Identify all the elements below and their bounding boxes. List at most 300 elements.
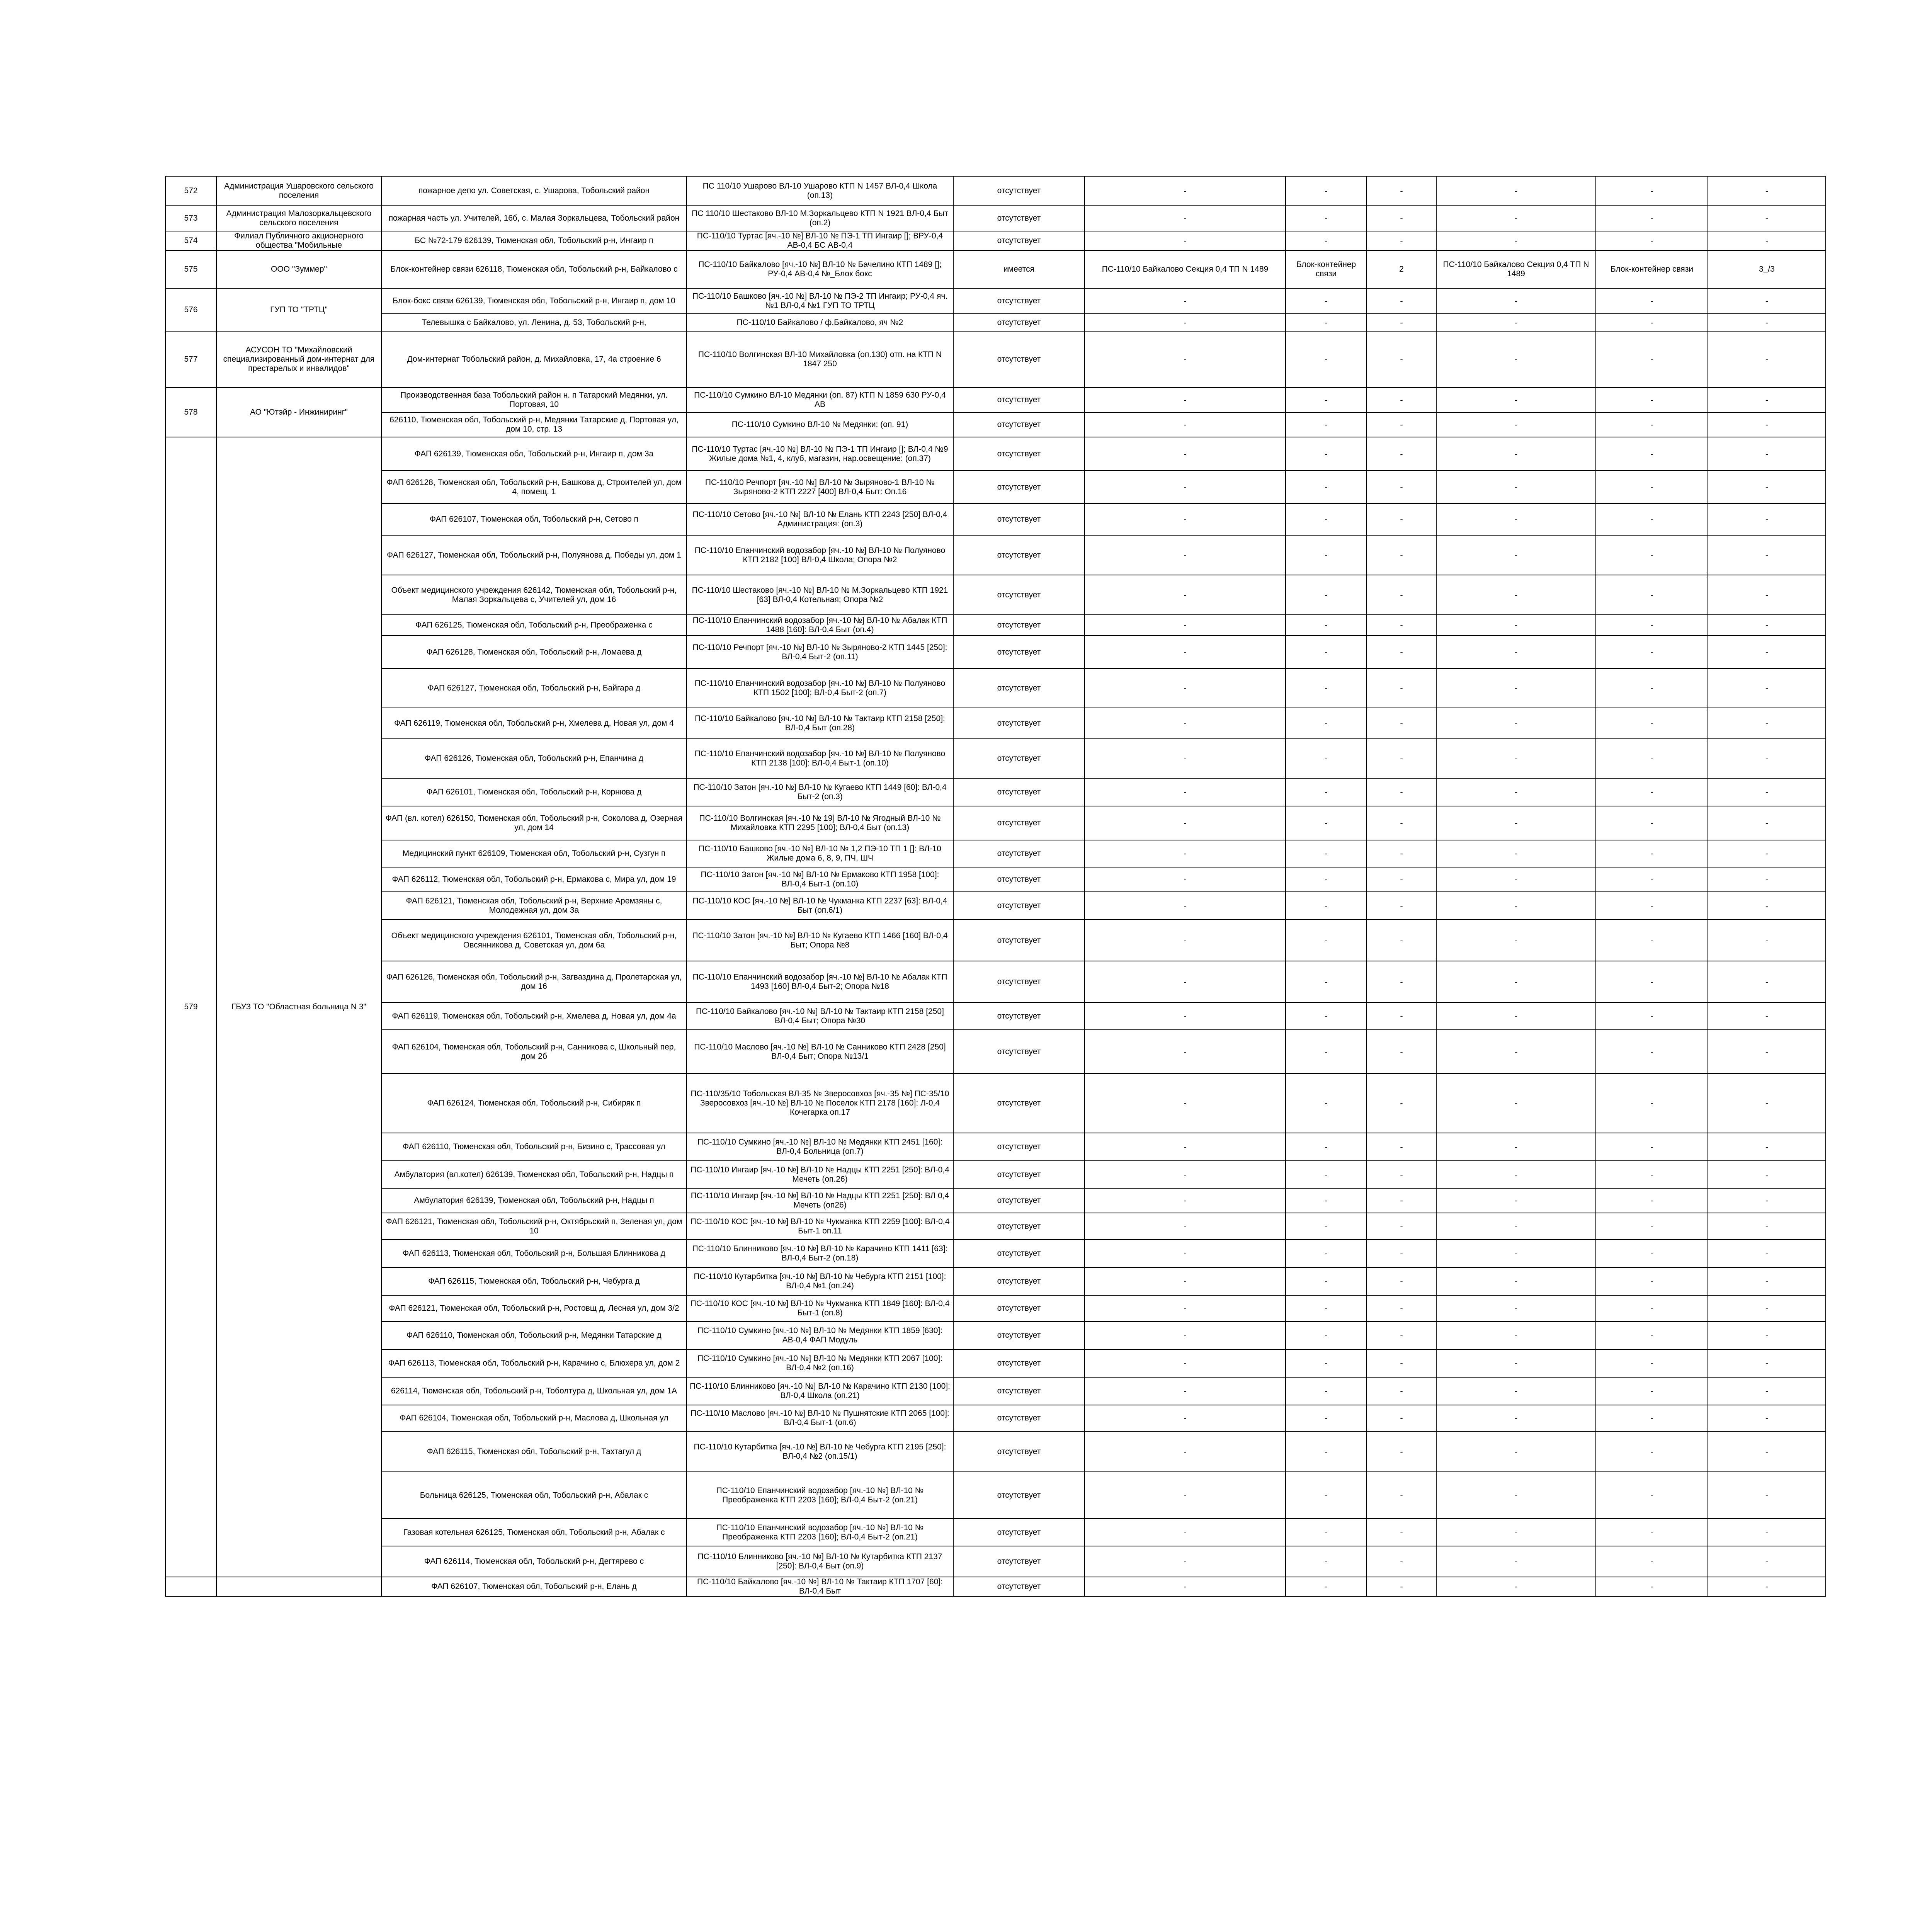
status-cell: отсутствует: [953, 1133, 1085, 1161]
feed-scheme-cell: ПС-110/10 КОС [яч.-10 №] ВЛ-10 № Чукманка КТП 2259 [100]: ВЛ-0,4 Быт-1 оп.11: [687, 1213, 953, 1240]
col8-cell: -: [1367, 535, 1436, 575]
status-cell: отсутствует: [953, 288, 1085, 314]
feed-scheme-cell: ПС-110/10 Епанчинский водозабор [яч.-10 №] ВЛ-10 № Полуяново КТП 2182 [100] ВЛ-0,4 Школа; Опора №2: [687, 535, 953, 575]
col8-cell: -: [1367, 739, 1436, 778]
status-cell: отсутствует: [953, 961, 1085, 1002]
col10-cell: -: [1596, 615, 1708, 636]
col7-cell: -: [1286, 1431, 1367, 1472]
feed-scheme-cell: ПС-110/10 Туртас [яч.-10 №] ВЛ-10 № ПЭ-1 ТП Ингаир []; ВЛ-0,4 №9 Жилые дома №1, 4, клуб, магазин, нар.освещение: (оп.37): [687, 437, 953, 471]
col7-cell: -: [1286, 176, 1367, 205]
feed-scheme-cell: ПС-110/10 Кутарбитка [яч.-10 №] ВЛ-10 № Чебурга КТП 2151 [100]: ВЛ-0,4 №1 (оп.24): [687, 1267, 953, 1295]
status-cell: отсутствует: [953, 331, 1085, 388]
feed-scheme-cell: ПС-110/10 Сумкино [яч.-10 №] ВЛ-10 № Медянки КТП 1859 [630]: АВ-0,4 ФАП Модуль: [687, 1322, 953, 1349]
table-row: [165, 1213, 1826, 1240]
col6-cell: -: [1085, 535, 1286, 575]
col7-cell: -: [1286, 920, 1367, 961]
col8-cell: -: [1367, 668, 1436, 708]
col11-cell: -: [1708, 920, 1826, 961]
object-cell: Медицинский пункт 626109, Тюменская обл, Тобольский р-н, Сузгун п: [381, 840, 687, 867]
row-number-cell: 578: [165, 388, 216, 437]
status-cell: отсутствует: [953, 231, 1085, 250]
col10-cell: -: [1596, 668, 1708, 708]
col6-cell: -: [1085, 437, 1286, 471]
table-row: [165, 1546, 1826, 1577]
col6-cell: ПС-110/10 Байкалово Секция 0,4 ТП N 1489: [1085, 250, 1286, 288]
col11-cell: -: [1708, 1577, 1826, 1596]
object-cell: Блок-контейнер связи 626118, Тюменская обл, Тобольский р-н, Байкалово с: [381, 250, 687, 288]
col9-cell: -: [1436, 1213, 1596, 1240]
object-cell: Объект медицинского учреждения 626101, Тюменская обл, Тобольский р-н, Овсянникова д, Советская ул, дом 6а: [381, 920, 687, 961]
table-row: [165, 1295, 1826, 1322]
col11-cell: -: [1708, 739, 1826, 778]
table-row: [165, 437, 1826, 471]
col11-cell: -: [1708, 778, 1826, 806]
status-cell: отсутствует: [953, 437, 1085, 471]
feed-scheme-cell: ПС-110/10 Затон [яч.-10 №] ВЛ-10 № Кугаево КТП 1449 [60]: ВЛ-0,4 Быт-2 (оп.3): [687, 778, 953, 806]
col6-cell: -: [1085, 1405, 1286, 1431]
col7-cell: -: [1286, 1073, 1367, 1133]
col11-cell: -: [1708, 331, 1826, 388]
col7-cell: -: [1286, 739, 1367, 778]
col10-cell: -: [1596, 288, 1708, 314]
col10-cell: -: [1596, 314, 1708, 331]
feed-scheme-cell: ПС-110/10 Затон [яч.-10 №] ВЛ-10 № Кугаево КТП 1466 [160] ВЛ-0,4 Быт; Опора №8: [687, 920, 953, 961]
col6-cell: -: [1085, 1295, 1286, 1322]
col11-cell: -: [1708, 892, 1826, 920]
col6-cell: -: [1085, 1240, 1286, 1267]
col10-cell: -: [1596, 961, 1708, 1002]
col10-cell: -: [1596, 1349, 1708, 1377]
col8-cell: -: [1367, 205, 1436, 231]
feed-scheme-cell: ПС-110/10 Сумкино ВЛ-10 № Медянки: (оп. 91): [687, 412, 953, 437]
row-number-cell: 579: [165, 437, 216, 1577]
col11-cell: -: [1708, 636, 1826, 668]
col7-cell: -: [1286, 708, 1367, 739]
feed-scheme-cell: ПС-110/10 Блинниково [яч.-10 №] ВЛ-10 № Кутарбитка КТП 2137 [250]: ВЛ-0,4 Быт (оп.9): [687, 1546, 953, 1577]
feed-scheme-cell: ПС-110/10 Речпорт [яч.-10 №] ВЛ-10 № Зыряново-2 КТП 1445 [250]: ВЛ-0,4 Быт-2 (оп.11): [687, 636, 953, 668]
col6-cell: -: [1085, 412, 1286, 437]
feed-scheme-cell: ПС-110/10 Речпорт [яч.-10 №] ВЛ-10 № Зыряново-1 ВЛ-10 № Зыряново-2 КТП 2227 [400] ВЛ-0,4 Быт: Оп.16: [687, 471, 953, 503]
col7-cell: Блок-контейнер связи: [1286, 250, 1367, 288]
table-row: [165, 892, 1826, 920]
col10-cell: -: [1596, 1322, 1708, 1349]
feed-scheme-cell: ПС-110/10 Байкалово [яч.-10 №] ВЛ-10 № Тактаир КТП 2158 [250] ВЛ-0,4 Быт; Опора №30: [687, 1002, 953, 1030]
col7-cell: -: [1286, 1133, 1367, 1161]
status-cell: имеется: [953, 250, 1085, 288]
col7-cell: -: [1286, 1519, 1367, 1546]
col6-cell: -: [1085, 615, 1286, 636]
col8-cell: -: [1367, 412, 1436, 437]
table-row: [165, 708, 1826, 739]
col9-cell: -: [1436, 1519, 1596, 1546]
col8-cell: -: [1367, 636, 1436, 668]
col11-cell: -: [1708, 437, 1826, 471]
col6-cell: -: [1085, 1577, 1286, 1596]
col11-cell: -: [1708, 615, 1826, 636]
status-cell: отсутствует: [953, 503, 1085, 535]
feed-scheme-cell: ПС 110/10 Ушарово ВЛ-10 Ушарово КТП N 1457 ВЛ-0,4 Школа (оп.13): [687, 176, 953, 205]
col9-cell: -: [1436, 806, 1596, 840]
col9-cell: -: [1436, 892, 1596, 920]
table-row: [165, 412, 1826, 437]
object-cell: Блок-бокс связи 626139, Тюменская обл, Тобольский р-н, Ингаир п, дом 10: [381, 288, 687, 314]
col7-cell: -: [1286, 535, 1367, 575]
col11-cell: -: [1708, 1546, 1826, 1577]
feed-scheme-cell: ПС-110/10 Туртас [яч.-10 №] ВЛ-10 № ПЭ-1 ТП Ингаир []; ВРУ-0,4 АВ-0,4 БС АВ-0,4: [687, 231, 953, 250]
feed-scheme-cell: ПС-110/10 Сумкино [яч.-10 №] ВЛ-10 № Медянки КТП 2067 [100]: ВЛ-0,4 №2 (оп.16): [687, 1349, 953, 1377]
col6-cell: -: [1085, 288, 1286, 314]
col11-cell: 3_/3: [1708, 250, 1826, 288]
col7-cell: -: [1286, 1577, 1367, 1596]
col7-cell: -: [1286, 1002, 1367, 1030]
object-cell: пожарное депо ул. Советская, с. Ушарова, Тобольский район: [381, 176, 687, 205]
table-row: [165, 535, 1826, 575]
table-row: [165, 288, 1826, 314]
col10-cell: -: [1596, 920, 1708, 961]
feed-scheme-cell: ПС-110/35/10 Тобольская ВЛ-35 № Зверосовхоз [яч.-35 №] ПС-35/10 Зверосовхоз [яч.-10 №] ВЛ-10 № Поселок КТП 2178 [160]: Л-0,4 Кочегарка оп.17: [687, 1073, 953, 1133]
col10-cell: -: [1596, 1577, 1708, 1596]
status-cell: отсутствует: [953, 1188, 1085, 1213]
col10-cell: -: [1596, 1188, 1708, 1213]
col11-cell: -: [1708, 205, 1826, 231]
row-number-cell: 576: [165, 288, 216, 331]
feed-scheme-cell: ПС-110/10 КОС [яч.-10 №] ВЛ-10 № Чукманка КТП 2237 [63]: ВЛ-0,4 Быт (оп.6/1): [687, 892, 953, 920]
status-cell: отсутствует: [953, 205, 1085, 231]
col11-cell: -: [1708, 1267, 1826, 1295]
object-cell: ФАП 626101, Тюменская обл, Тобольский р-н, Корнюва д: [381, 778, 687, 806]
col11-cell: -: [1708, 1405, 1826, 1431]
col7-cell: -: [1286, 231, 1367, 250]
col8-cell: -: [1367, 1546, 1436, 1577]
table-row: [165, 1133, 1826, 1161]
status-cell: отсутствует: [953, 1472, 1085, 1519]
object-cell: Телевышка с Байкалово, ул. Ленина, д. 53, Тобольский р-н,: [381, 314, 687, 331]
col7-cell: -: [1286, 1030, 1367, 1073]
col6-cell: -: [1085, 1161, 1286, 1188]
col10-cell: Блок-контейнер связи: [1596, 250, 1708, 288]
col11-cell: -: [1708, 1377, 1826, 1405]
feed-scheme-cell: ПС 110/10 Шестаково ВЛ-10 М.Зоркальцево КТП N 1921 ВЛ-0,4 Быт (оп.2): [687, 205, 953, 231]
col11-cell: -: [1708, 1431, 1826, 1472]
col11-cell: -: [1708, 535, 1826, 575]
object-cell: ФАП 626110, Тюменская обл, Тобольский р-н, Бизино с, Трассовая ул: [381, 1133, 687, 1161]
col8-cell: -: [1367, 1431, 1436, 1472]
table-row: [165, 1240, 1826, 1267]
col7-cell: -: [1286, 1322, 1367, 1349]
object-cell: Больница 626125, Тюменская обл, Тобольский р-н, Абалак с: [381, 1472, 687, 1519]
table-row: [165, 231, 1826, 250]
feed-scheme-cell: ПС-110/10 Ингаир [яч.-10 №] ВЛ-10 № Надцы КТП 2251 [250]: ВЛ-0,4 Мечеть (оп.26): [687, 1161, 953, 1188]
status-cell: отсутствует: [953, 535, 1085, 575]
col10-cell: -: [1596, 778, 1708, 806]
row-number-cell: [165, 1577, 216, 1596]
table-row: [165, 1519, 1826, 1546]
col11-cell: -: [1708, 1322, 1826, 1349]
col10-cell: -: [1596, 840, 1708, 867]
object-cell: ФАП 626110, Тюменская обл, Тобольский р-н, Медянки Татарские д: [381, 1322, 687, 1349]
col9-cell: -: [1436, 1267, 1596, 1295]
col7-cell: -: [1286, 205, 1367, 231]
col8-cell: -: [1367, 1213, 1436, 1240]
object-cell: ФАП 626112, Тюменская обл, Тобольский р-н, Ермакова с, Мира ул, дом 19: [381, 867, 687, 892]
col9-cell: -: [1436, 739, 1596, 778]
feed-scheme-cell: ПС-110/10 Епанчинский водозабор [яч.-10 №] ВЛ-10 № Абалак КТП 1493 [160] ВЛ-0,4 Быт-2; Опора №18: [687, 961, 953, 1002]
col10-cell: -: [1596, 1431, 1708, 1472]
organization-cell: АО "Ютэйр - Инжиниринг": [216, 388, 381, 437]
col10-cell: -: [1596, 892, 1708, 920]
col7-cell: -: [1286, 1349, 1367, 1377]
row-number-cell: 575: [165, 250, 216, 288]
feed-scheme-cell: ПС-110/10 Ингаир [яч.-10 №] ВЛ-10 № Надцы КТП 2251 [250]: ВЛ 0,4 Мечеть (оп26): [687, 1188, 953, 1213]
organization-cell: Администрация Малозоркальцевского сельского поселения: [216, 205, 381, 231]
col10-cell: -: [1596, 1267, 1708, 1295]
feed-scheme-cell: ПС-110/10 Маслово [яч.-10 №] ВЛ-10 № Санниково КТП 2428 [250] ВЛ-0,4 Быт; Опора №13/1: [687, 1030, 953, 1073]
table-row: [165, 1188, 1826, 1213]
feed-scheme-cell: ПС-110/10 Епанчинский водозабор [яч.-10 №] ВЛ-10 № Абалак КТП 1488 [160]: ВЛ-0,4 Быт (оп.4): [687, 615, 953, 636]
col8-cell: -: [1367, 1322, 1436, 1349]
status-cell: отсутствует: [953, 1295, 1085, 1322]
col8-cell: -: [1367, 806, 1436, 840]
col11-cell: -: [1708, 1188, 1826, 1213]
table-row: [165, 1405, 1826, 1431]
status-cell: отсутствует: [953, 708, 1085, 739]
table-row: [165, 1472, 1826, 1519]
col7-cell: -: [1286, 1405, 1367, 1431]
col8-cell: -: [1367, 1349, 1436, 1377]
feed-scheme-cell: ПС-110/10 Байкалово [яч.-10 №] ВЛ-10 № Тактаир КТП 2158 [250]: ВЛ-0,4 Быт (оп.28): [687, 708, 953, 739]
object-cell: ФАП 626121, Тюменская обл, Тобольский р-н, Ростовщ д, Лесная ул, дом 3/2: [381, 1295, 687, 1322]
object-cell: Газовая котельная 626125, Тюменская обл, Тобольский р-н, Абалак с: [381, 1519, 687, 1546]
col10-cell: -: [1596, 636, 1708, 668]
status-cell: отсутствует: [953, 1240, 1085, 1267]
col6-cell: -: [1085, 920, 1286, 961]
col7-cell: -: [1286, 636, 1367, 668]
status-cell: отсутствует: [953, 412, 1085, 437]
col9-cell: -: [1436, 288, 1596, 314]
feed-scheme-cell: ПС-110/10 Сумкино ВЛ-10 Медянки (оп. 87) КТП N 1859 630 РУ-0,4 АВ: [687, 388, 953, 412]
col9-cell: -: [1436, 1002, 1596, 1030]
table-row: [165, 314, 1826, 331]
col7-cell: -: [1286, 314, 1367, 331]
object-cell: ФАП 626115, Тюменская обл, Тобольский р-н, Тахтагул д: [381, 1431, 687, 1472]
status-cell: отсутствует: [953, 840, 1085, 867]
object-cell: Объект медицинского учреждения 626142, Тюменская обл, Тобольский р-н, Малая Зоркальцева с, Учителей ул, дом 16: [381, 575, 687, 615]
col8-cell: -: [1367, 1519, 1436, 1546]
col11-cell: -: [1708, 668, 1826, 708]
table-row: [165, 1030, 1826, 1073]
col6-cell: -: [1085, 961, 1286, 1002]
col8-cell: -: [1367, 1472, 1436, 1519]
object-cell: ФАП 626139, Тюменская обл, Тобольский р-н, Ингаир п, дом 3а: [381, 437, 687, 471]
feed-scheme-cell: ПС-110/10 Блинниково [яч.-10 №] ВЛ-10 № Карачино КТП 2130 [100]: ВЛ-0,4 Школа (оп.21): [687, 1377, 953, 1405]
col7-cell: -: [1286, 778, 1367, 806]
col11-cell: -: [1708, 708, 1826, 739]
feed-scheme-cell: ПС-110/10 Маслово [яч.-10 №] ВЛ-10 № Пушнятские КТП 2065 [100]: ВЛ-0,4 Быт-1 (оп.6): [687, 1405, 953, 1431]
status-cell: отсутствует: [953, 615, 1085, 636]
col8-cell: -: [1367, 840, 1436, 867]
col8-cell: -: [1367, 867, 1436, 892]
col10-cell: -: [1596, 1161, 1708, 1188]
col7-cell: -: [1286, 1213, 1367, 1240]
col11-cell: -: [1708, 961, 1826, 1002]
col6-cell: -: [1085, 739, 1286, 778]
col9-cell: -: [1436, 1161, 1596, 1188]
col9-cell: -: [1436, 1133, 1596, 1161]
feed-scheme-cell: ПС-110/10 Кутарбитка [яч.-10 №] ВЛ-10 № Чебурга КТП 2195 [250]: ВЛ-0,4 №2 (оп.15/1): [687, 1431, 953, 1472]
object-cell: Дом-интернат Тобольский район, д. Михайловка, 17, 4а строение 6: [381, 331, 687, 388]
col7-cell: -: [1286, 806, 1367, 840]
status-cell: отсутствует: [953, 1073, 1085, 1133]
object-cell: ФАП 626114, Тюменская обл, Тобольский р-н, Дегтярево с: [381, 1546, 687, 1577]
object-cell: ФАП 626121, Тюменская обл, Тобольский р-н, Верхние Аремзяны с, Молодежная ул, дом 3а: [381, 892, 687, 920]
col6-cell: -: [1085, 314, 1286, 331]
col8-cell: 2: [1367, 250, 1436, 288]
col9-cell: -: [1436, 205, 1596, 231]
col9-cell: -: [1436, 1472, 1596, 1519]
status-cell: отсутствует: [953, 1577, 1085, 1596]
status-cell: отсутствует: [953, 1519, 1085, 1546]
col11-cell: -: [1708, 1472, 1826, 1519]
col6-cell: -: [1085, 1030, 1286, 1073]
organization-cell: ГБУЗ ТО "Областная больница N 3": [216, 437, 381, 1577]
col6-cell: -: [1085, 778, 1286, 806]
col6-cell: -: [1085, 1431, 1286, 1472]
status-cell: отсутствует: [953, 892, 1085, 920]
object-cell: ФАП 626119, Тюменская обл, Тобольский р-н, Хмелева д, Новая ул, дом 4а: [381, 1002, 687, 1030]
data-table: [165, 176, 1826, 1597]
col9-cell: -: [1436, 1073, 1596, 1133]
col6-cell: -: [1085, 471, 1286, 503]
object-cell: ФАП 626126, Тюменская обл, Тобольский р-н, Епанчина д: [381, 739, 687, 778]
col10-cell: -: [1596, 867, 1708, 892]
feed-scheme-cell: ПС-110/10 Сумкино [яч.-10 №] ВЛ-10 № Медянки КТП 2451 [160]: ВЛ-0,4 Больница (оп.7): [687, 1133, 953, 1161]
col6-cell: -: [1085, 1133, 1286, 1161]
table-row: [165, 961, 1826, 1002]
object-cell: Амбулатория (вл.котел) 626139, Тюменская обл, Тобольский р-н, Надцы п: [381, 1161, 687, 1188]
col7-cell: -: [1286, 1295, 1367, 1322]
col11-cell: -: [1708, 412, 1826, 437]
col10-cell: -: [1596, 503, 1708, 535]
col6-cell: -: [1085, 892, 1286, 920]
status-cell: отсутствует: [953, 867, 1085, 892]
col11-cell: -: [1708, 288, 1826, 314]
status-cell: отсутствует: [953, 806, 1085, 840]
col7-cell: -: [1286, 615, 1367, 636]
col6-cell: -: [1085, 1322, 1286, 1349]
col6-cell: -: [1085, 1002, 1286, 1030]
col11-cell: -: [1708, 231, 1826, 250]
col10-cell: -: [1596, 437, 1708, 471]
col9-cell: -: [1436, 867, 1596, 892]
feed-scheme-cell: ПС-110/10 Епанчинский водозабор [яч.-10 №] ВЛ-10 № Преображенка КТП 2203 [160]; ВЛ-0,4 Быт-2 (оп.21): [687, 1519, 953, 1546]
col8-cell: -: [1367, 615, 1436, 636]
col6-cell: -: [1085, 1519, 1286, 1546]
status-cell: отсутствует: [953, 1002, 1085, 1030]
row-number-cell: 573: [165, 205, 216, 231]
col6-cell: -: [1085, 231, 1286, 250]
col6-cell: -: [1085, 1267, 1286, 1295]
col6-cell: -: [1085, 1073, 1286, 1133]
col9-cell: -: [1436, 231, 1596, 250]
col7-cell: -: [1286, 1267, 1367, 1295]
col9-cell: -: [1436, 1240, 1596, 1267]
col6-cell: -: [1085, 806, 1286, 840]
col9-cell: -: [1436, 1431, 1596, 1472]
col10-cell: -: [1596, 176, 1708, 205]
col7-cell: -: [1286, 668, 1367, 708]
feed-scheme-cell: ПС-110/10 Байкалово [яч.-10 №] ВЛ-10 № Бачелино КТП 1489 []; РУ-0,4 АВ-0,4 №_Блок бокс: [687, 250, 953, 288]
col8-cell: -: [1367, 314, 1436, 331]
col7-cell: -: [1286, 331, 1367, 388]
table-row: [165, 575, 1826, 615]
col11-cell: -: [1708, 1161, 1826, 1188]
col10-cell: -: [1596, 388, 1708, 412]
feed-scheme-cell: ПС-110/10 Волгинская [яч.-10 № 19] ВЛ-10 № Ягодный ВЛ-10 № Михайловка КТП 2295 [100]; ВЛ-0,4 Быт (оп.13): [687, 806, 953, 840]
col9-cell: -: [1436, 388, 1596, 412]
col6-cell: -: [1085, 331, 1286, 388]
feed-scheme-cell: ПС-110/10 Затон [яч.-10 №] ВЛ-10 № Ермаково КТП 1958 [100]: ВЛ-0,4 Быт-1 (оп.10): [687, 867, 953, 892]
status-cell: отсутствует: [953, 778, 1085, 806]
col9-cell: -: [1436, 1377, 1596, 1405]
table-row: [165, 388, 1826, 412]
col10-cell: -: [1596, 708, 1708, 739]
status-cell: отсутствует: [953, 388, 1085, 412]
col11-cell: -: [1708, 840, 1826, 867]
object-cell: ФАП 626121, Тюменская обл, Тобольский р-н, Октябрьский п, Зеленая ул, дом 10: [381, 1213, 687, 1240]
col7-cell: -: [1286, 1472, 1367, 1519]
table-row: [165, 636, 1826, 668]
col8-cell: -: [1367, 1377, 1436, 1405]
table-row: [165, 1161, 1826, 1188]
feed-scheme-cell: ПС-110/10 Епанчинский водозабор [яч.-10 №] ВЛ-10 № Полуяново КТП 2138 [100]: ВЛ-0,4 Быт-1 (оп.10): [687, 739, 953, 778]
col11-cell: -: [1708, 575, 1826, 615]
organization-cell: АСУСОН ТО "Михайловский специализированный дом-интернат для престарелых и инвалидов": [216, 331, 381, 388]
col9-cell: -: [1436, 1405, 1596, 1431]
col8-cell: -: [1367, 892, 1436, 920]
col7-cell: -: [1286, 388, 1367, 412]
col11-cell: -: [1708, 471, 1826, 503]
col7-cell: -: [1286, 503, 1367, 535]
col8-cell: -: [1367, 231, 1436, 250]
organization-cell: ООО "Зуммер": [216, 250, 381, 288]
table-row: [165, 1431, 1826, 1472]
object-cell: ФАП 626113, Тюменская обл, Тобольский р-н, Большая Блинникова д: [381, 1240, 687, 1267]
table-row: [165, 250, 1826, 288]
object-cell: ФАП 626127, Тюменская обл, Тобольский р-н, Полуянова д, Победы ул, дом 1: [381, 535, 687, 575]
col10-cell: -: [1596, 806, 1708, 840]
col8-cell: -: [1367, 1267, 1436, 1295]
col7-cell: -: [1286, 1240, 1367, 1267]
table-row: [165, 840, 1826, 867]
object-cell: ФАП 626125, Тюменская обл, Тобольский р-н, Преображенка с: [381, 615, 687, 636]
col11-cell: -: [1708, 1030, 1826, 1073]
col6-cell: -: [1085, 708, 1286, 739]
col7-cell: -: [1286, 1546, 1367, 1577]
col9-cell: -: [1436, 1295, 1596, 1322]
col8-cell: -: [1367, 708, 1436, 739]
status-cell: отсутствует: [953, 1431, 1085, 1472]
col9-cell: -: [1436, 778, 1596, 806]
col8-cell: -: [1367, 1030, 1436, 1073]
col6-cell: -: [1085, 575, 1286, 615]
col9-cell: -: [1436, 615, 1596, 636]
row-number-cell: 577: [165, 331, 216, 388]
col10-cell: -: [1596, 1519, 1708, 1546]
col9-cell: -: [1436, 575, 1596, 615]
row-number-cell: 574: [165, 231, 216, 250]
table-row: [165, 1073, 1826, 1133]
object-cell: Амбулатория 626139, Тюменская обл, Тобольский р-н, Надцы п: [381, 1188, 687, 1213]
